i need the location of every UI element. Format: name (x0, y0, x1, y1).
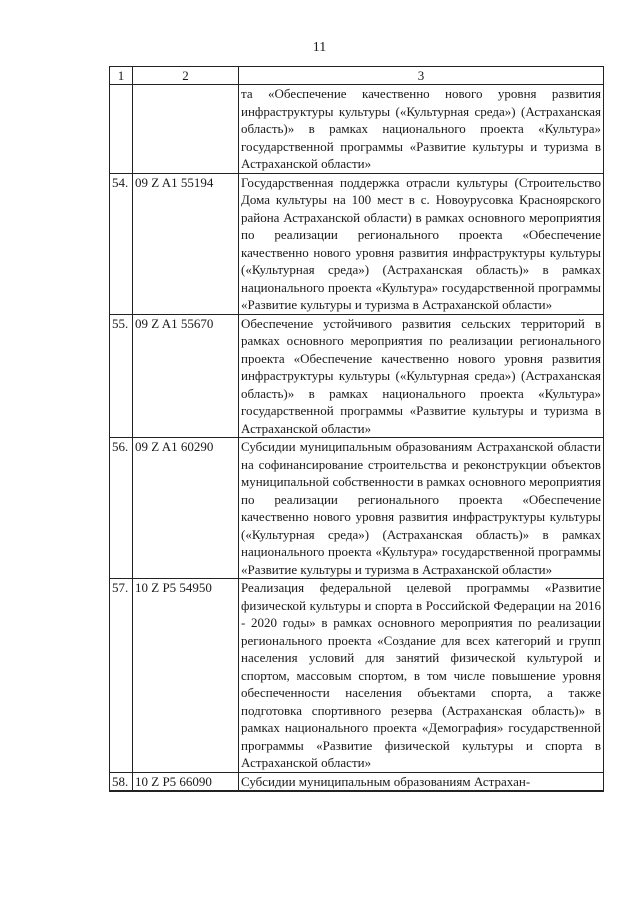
expense-description: та «Обеспечение качественно нового уровня развития инфраструктуры культуры («Культурная среда») (Астраханская область)» в рамках национального проекта «Культура» государственной программы «Развитие культуры и туризма в Астраханской области» (239, 85, 604, 174)
table-row (110, 85, 604, 174)
table-row (110, 173, 604, 314)
expense-description: Субсидии муниципальным образованиям Астраханской области на софинансирование строительства и реконструкции объектов муниципальной собственности в рамках основного мероприятия по реализации регионального проекта «Обеспечение качественно нового уровня развития инфраструктуры культуры («Культурная среда») (Астраханская область)» в рамках национального проекта «Культура» государственной программы «Развитие культуры и туризма в Астраханской области» (239, 438, 604, 579)
table-row (110, 314, 604, 438)
expense-description: Государственная поддержка отрасли культуры (Строительство Дома культуры на 100 мест в с. Новоурусовка Красноярского района Астраханской области) в рамках основного мероприятия по реализации регионального проекта «Обеспечение качественно нового уровня развития инфраструктуры культуры («Культурная среда») (Астраханская область)» в рамках национального проекта «Культура» государственной программы «Развитие культуры и туризма в Астраханской области» (239, 173, 604, 314)
classification-code: 09 Z A1 55194 (133, 173, 239, 314)
row-number (110, 85, 133, 174)
classification-code: 09 Z A1 55670 (133, 314, 239, 438)
column-header-2: 2 (133, 67, 239, 85)
row-number: 55. (110, 314, 133, 438)
budget-classification-table (109, 66, 604, 792)
expense-description: Субсидии муниципальным образованиям Астрахан- (239, 772, 604, 791)
table-header-row (110, 67, 604, 85)
table-row (110, 772, 604, 791)
page-number: 11 (312, 40, 327, 55)
row-number: 58. (110, 772, 133, 791)
classification-code: 09 Z A1 60290 (133, 438, 239, 579)
row-number: 54. (110, 173, 133, 314)
table-row (110, 438, 604, 579)
classification-code (133, 85, 239, 174)
row-number: 57. (110, 579, 133, 773)
table-row (110, 579, 604, 773)
expense-description: Обеспечение устойчивого развития сельских территорий в рамках основного мероприятия по реализации регионального проекта «Обеспечение качественно нового уровня развития инфраструктуры культуры («Культурная среда») (Астраханская область)» в рамках национального проекта «Культура» государственной программы «Развитие культуры и туризма в Астраханской области» (239, 314, 604, 438)
column-header-1: 1 (110, 67, 133, 85)
classification-code: 10 Z P5 66090 (133, 772, 239, 791)
page-bottom-margin (0, 862, 639, 905)
classification-code: 10 Z P5 54950 (133, 579, 239, 773)
expense-description: Реализация федеральной целевой программы «Развитие физической культуры и спорта в Российской Федерации на 2016 - 2020 годы» в рамках основного мероприятия по реализации регионального проекта «Создание для всех категорий и групп населения условий для занятий физической культурой и спортом, массовым спортом, в том числе повышение уровня обеспеченности населения объектами спорта, а также подготовка спортивного резерва (Астраханская область)» в рамках национального проекта «Демография» государственной программы «Развитие физической культуры и спорта в Астраханской области» (239, 579, 604, 773)
row-number: 56. (110, 438, 133, 579)
column-header-3: 3 (239, 67, 604, 85)
